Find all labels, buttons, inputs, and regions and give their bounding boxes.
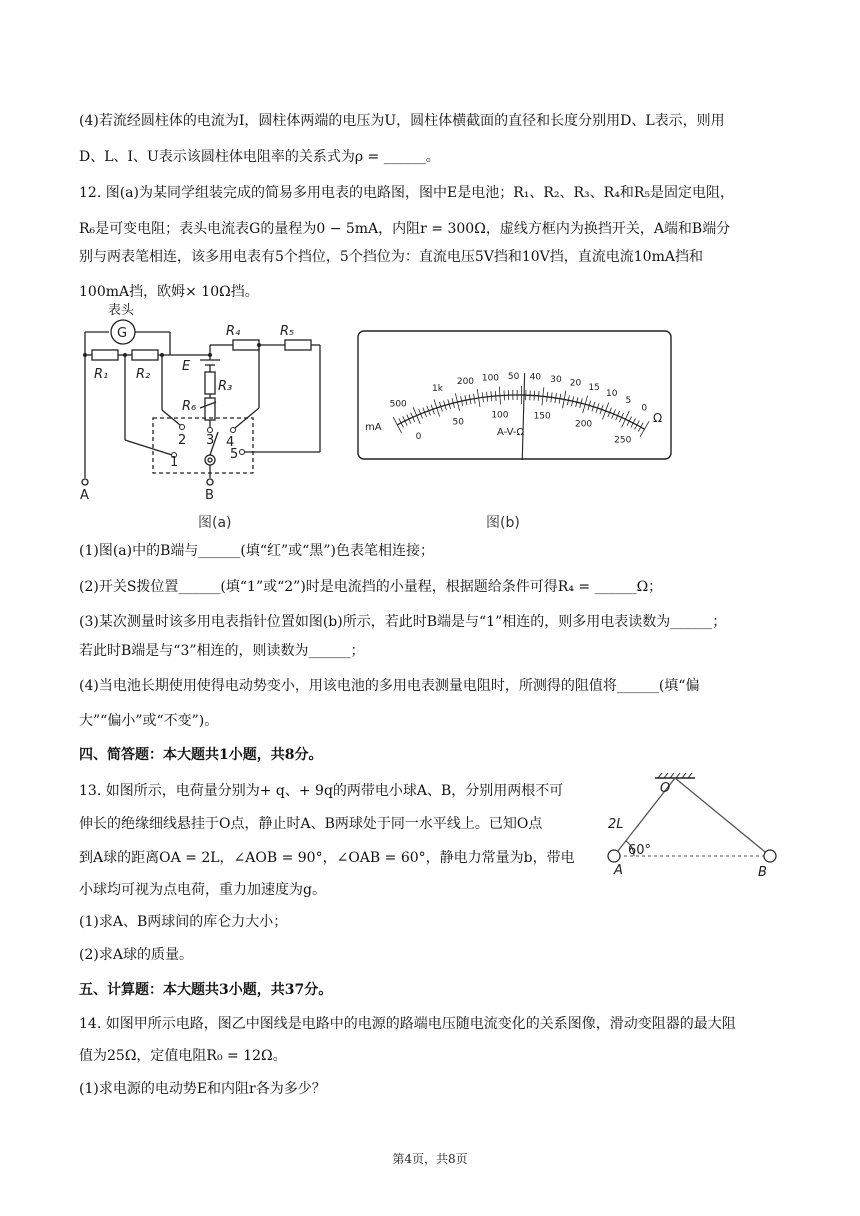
g-label: G — [117, 326, 128, 341]
ohm-scale-label: 500 — [389, 399, 407, 410]
ball-b-label: B — [758, 865, 767, 880]
angle-60-label: 60° — [628, 843, 652, 858]
q13-stem-line3: 到A球的距离OA = 2L，∠AOB = 90°，∠OAB = 60°，静电力常量为b，带电 — [79, 850, 575, 866]
q13-stem-line1: 13. 如图所示，电荷量分别为+ q、+ 9q的两带电小球A、B，分别用两根不可 — [79, 783, 564, 799]
terminal-4-label: 4 — [226, 435, 235, 450]
terminal-a-label: A — [80, 488, 89, 503]
ma-scale-label: 50 — [452, 417, 464, 428]
ohm-scale-label: 5 — [625, 395, 632, 406]
terminal-5-label: 5 — [230, 447, 239, 462]
ohm-scale-label: 40 — [529, 372, 542, 383]
r6-label: R₆ — [182, 399, 197, 414]
meter-dial-b — [357, 330, 672, 460]
q11-part4-line1: (4)若流经圆柱体的电流为I，圆柱体两端的电压为U，圆柱体横截面的直径和长度分别用D、L表示，则用 — [79, 113, 725, 129]
section-5-heading: 五、计算题：本大题共3小题，共37分。 — [79, 982, 333, 998]
ohm-scale-label: 1k — [432, 383, 443, 394]
ohm-scale-label: 10 — [605, 389, 618, 400]
figure-a-caption: 图(a) — [198, 515, 232, 531]
q12-part3-line2: 若此时B端是与“3”相连的，则读数为______； — [79, 643, 365, 659]
circuit-diagram-a — [70, 300, 330, 505]
ohm-scale-label: 50 — [507, 372, 520, 383]
q13-stem-line4: 小球均可视为点电荷，重力加速度为g。 — [79, 882, 326, 898]
page-footer: 第4页，共8页 — [392, 1152, 468, 1166]
ma-scale-label: 100 — [491, 410, 509, 421]
q12-stem-line1: 12. 图(a)为某同学组装完成的简易多用电表的电路图，图中E是电池；R₁、R₂、R₃、R₄和R₅是固定电阻， — [79, 185, 734, 201]
dial-tick — [530, 390, 531, 400]
q12-part4-line2: 大”“偏小”或“不变”)。 — [79, 713, 219, 729]
q13-part2: (2)求A球的质量。 — [79, 947, 193, 963]
e-label: E — [182, 359, 191, 374]
q12-part2: (2)开关S拨位置______(填“1”或“2”)时是电流挡的小量程，根据题给条件可得R₄ = ______Ω； — [79, 579, 663, 595]
dial-center-label: A-V-Ω — [497, 427, 525, 438]
ohm-scale-label: 30 — [550, 374, 562, 385]
ohm-scale-label: 20 — [569, 378, 582, 389]
r3-label: R₃ — [218, 379, 233, 394]
point-o-label: O — [660, 781, 671, 796]
ma-scale-label: 0 — [415, 431, 422, 442]
ohm-scale-label: 0 — [641, 403, 648, 414]
q14-stem-line1: 14. 如图甲所示电路，图乙中图线是电路中的电源的路端电压随电流变化的关系图像，滑动变阻器的最大阻 — [79, 1016, 736, 1032]
ohm-scale-label: 15 — [588, 383, 600, 394]
terminal-3-label: 3 — [206, 433, 215, 448]
q12-stem-line3: 别与两表笔相连，该多用电表有5个挡位，5个挡位为：直流电压5V挡和10V挡，直流电流10mA挡和 — [79, 249, 703, 265]
terminal-b-label: B — [205, 488, 214, 503]
q14-stem-line2: 值为25Ω，定值电阻R₀ = 12Ω。 — [79, 1048, 287, 1064]
q14-part1: (1)求电源的电动势E和内阻r各为多少？ — [79, 1081, 326, 1097]
q11-part4-line2: D、L、I、U表示该圆柱体电阻率的关系式为ρ = ______。 — [79, 149, 440, 165]
q12-stem-line2: R₆是可变电阻；表头电流表G的量程为0 − 5mA，内阻r = 300Ω，虚线方框内为换挡开关，A端和B端分 — [79, 221, 731, 237]
r1-label: R₁ — [94, 367, 109, 382]
dial-tick — [504, 390, 505, 400]
length-2l-label: 2L — [608, 817, 624, 832]
ohm-scale-label: 200 — [456, 376, 475, 387]
section-4-heading: 四、简答题：本大题共1小题，共8分。 — [79, 747, 323, 763]
q13-stem-line2: 伸长的绝缘细线悬挂于O点，静止时A、B两球处于同一水平线上。已知O点 — [79, 816, 543, 832]
charged-balls-diagram — [600, 770, 790, 880]
figure-b-caption: 图(b) — [486, 515, 520, 531]
ma-scale-label: 150 — [533, 411, 551, 422]
ma-scale-label: 200 — [574, 419, 593, 430]
ma-scale-label: 250 — [614, 435, 632, 446]
q12-part3-line1: (3)某次测量时该多用电表指针位置如图(b)所示，若此时B端是与“1”相连的，则多用电表读数为______； — [79, 614, 727, 630]
ball-a-label: A — [614, 863, 623, 878]
q12-stem-line4: 100mA挡，欧姆× 10Ω挡。 — [79, 284, 259, 300]
ma-unit-label: mA — [365, 422, 382, 433]
r2-label: R₂ — [136, 367, 151, 382]
ohm-scale-label: 100 — [481, 373, 500, 384]
r4-label: R₄ — [226, 324, 241, 339]
terminal-2-label: 2 — [178, 433, 187, 448]
ohm-unit-label: Ω — [653, 411, 663, 425]
q13-part1: (1)求A、B两球间的库仑力大小； — [79, 914, 288, 930]
q12-part1: (1)图(a)中的B端与______(填“红”或“黑”)色表笔相连接； — [79, 543, 434, 559]
meter-label: 表头 — [108, 303, 135, 318]
r5-label: R₅ — [280, 324, 295, 339]
terminal-1-label: 1 — [170, 455, 179, 470]
q12-part4-line1: (4)当电池长期使用使得电动势变小，用该电池的多用电表测量电阻时，所测得的阻值将______(填“偏 — [79, 678, 700, 694]
